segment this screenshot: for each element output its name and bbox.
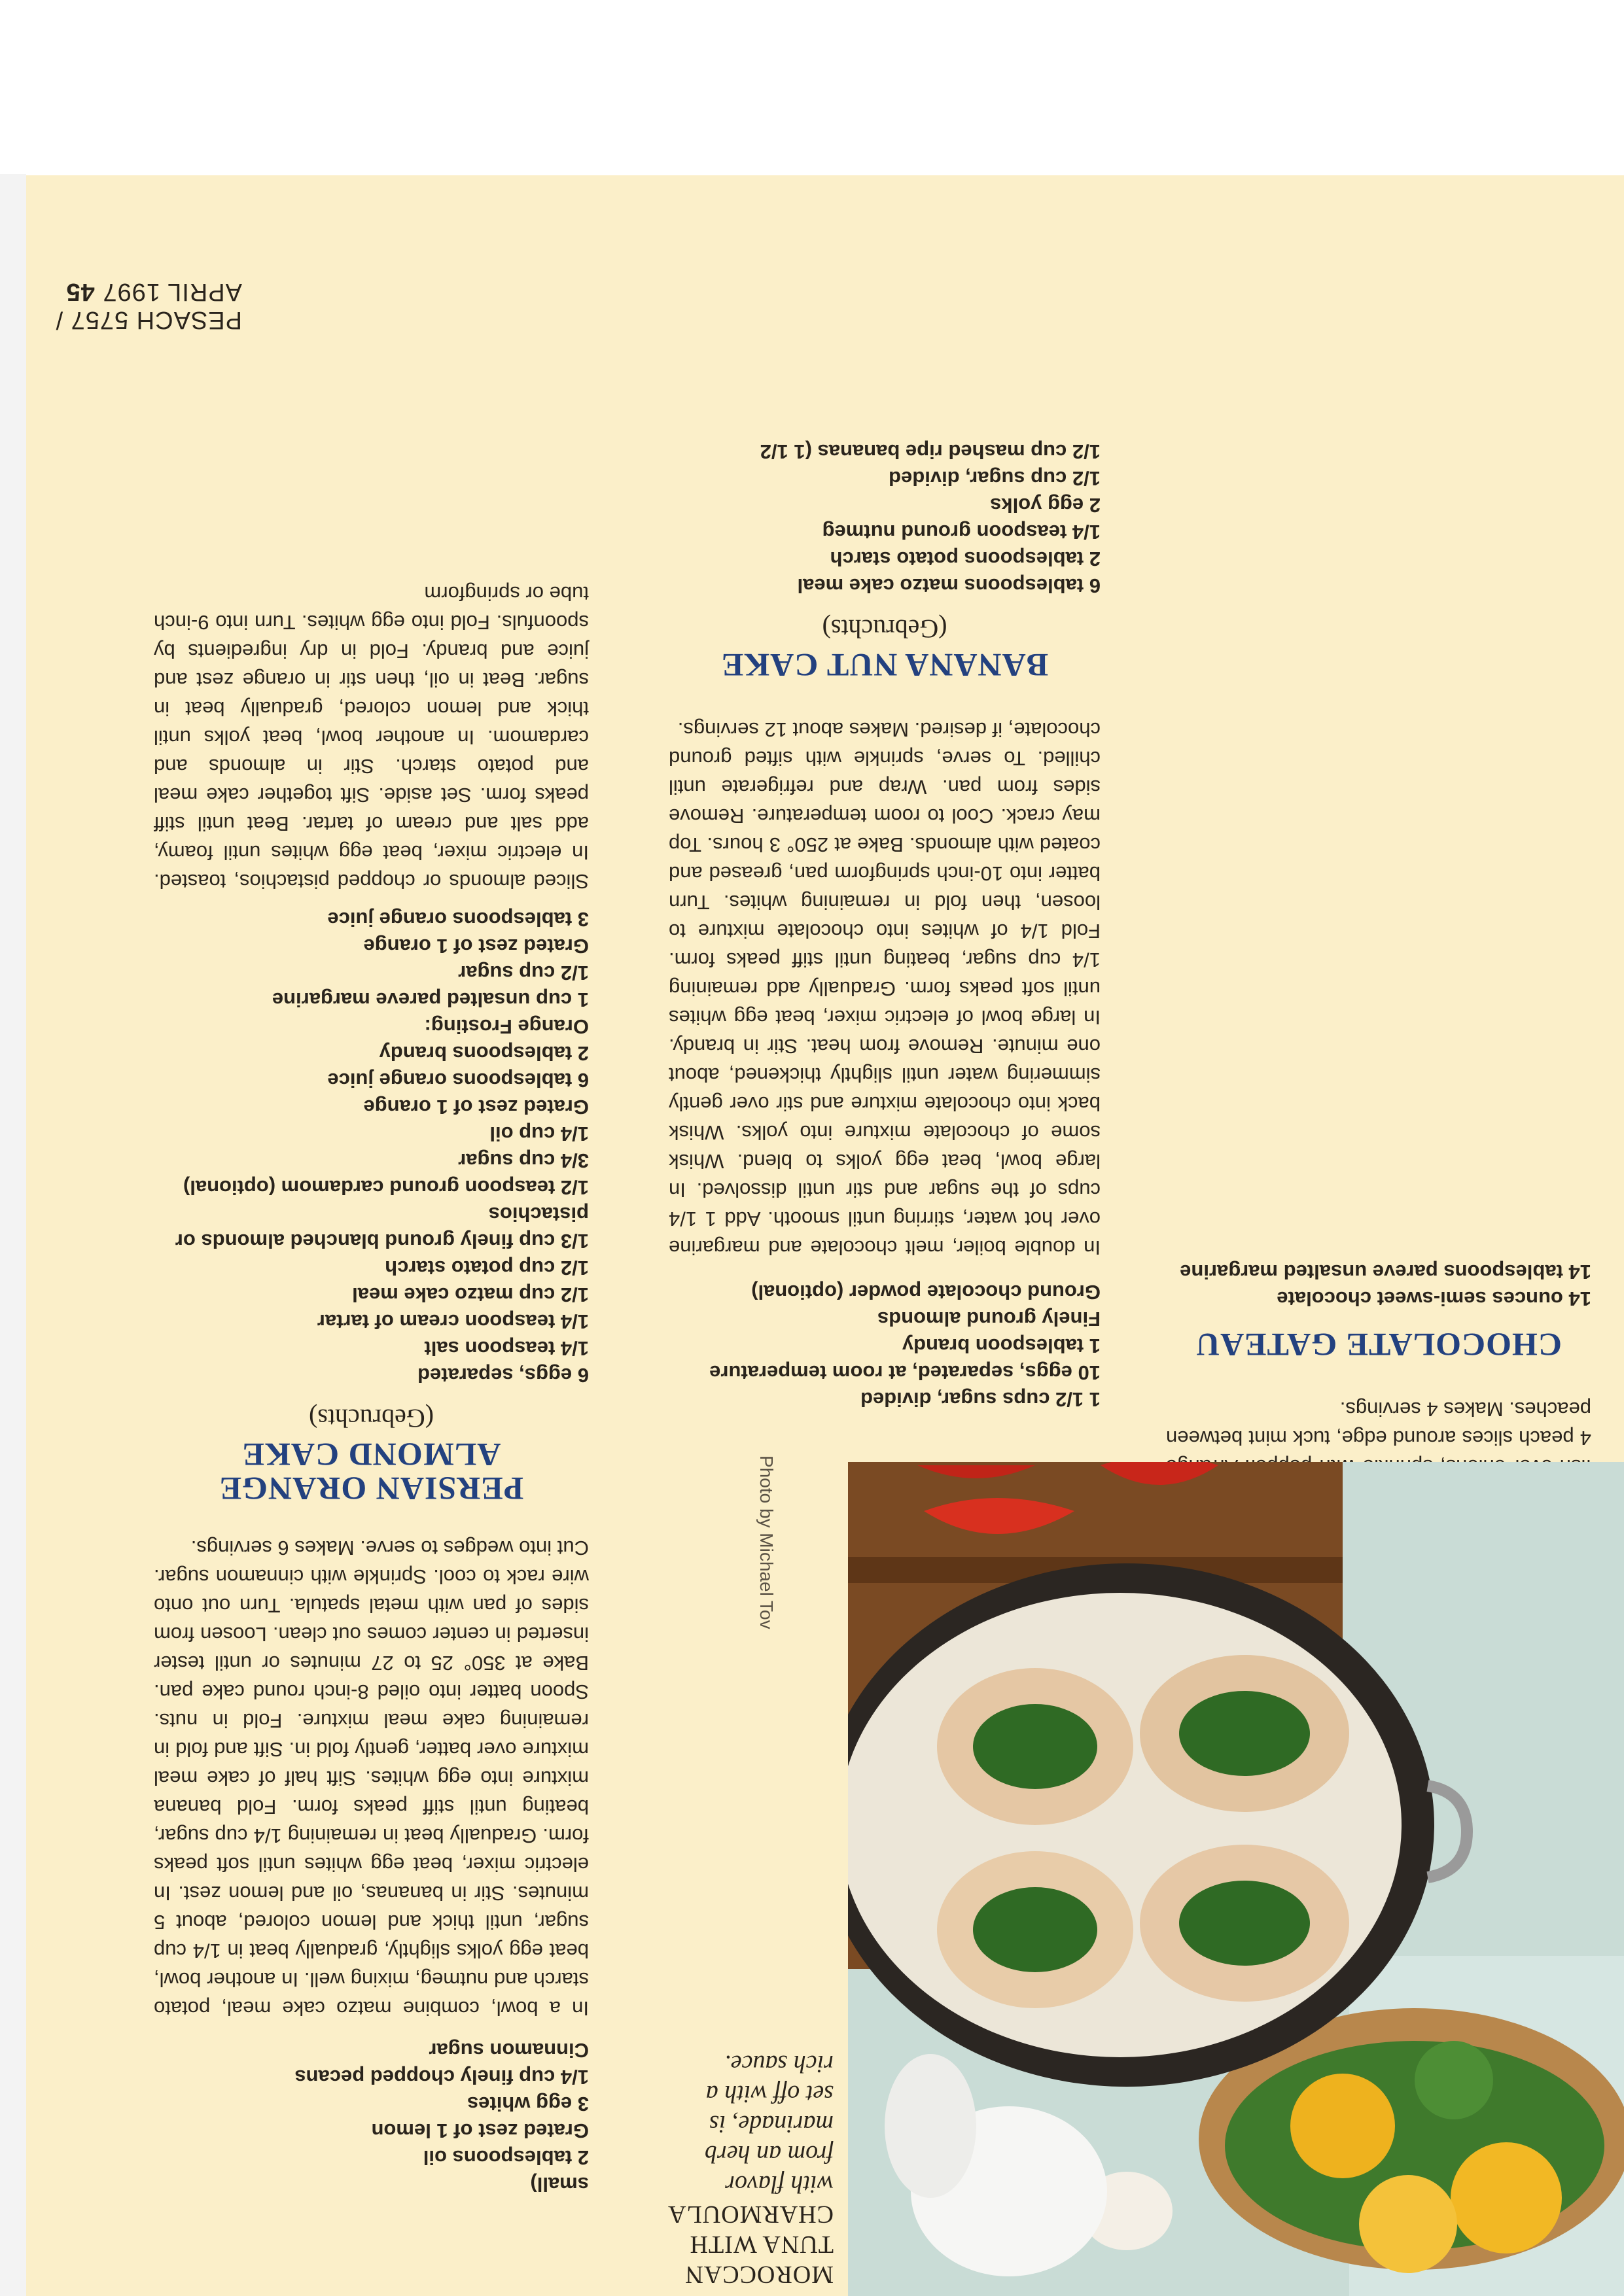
charmoula-herb-icon xyxy=(1179,1881,1310,1966)
ingredient: 1/4 teaspoon ground nutmeg xyxy=(822,521,1101,544)
ingredient: 2 tablespoons potato starch xyxy=(830,548,1101,570)
ingredient: 1/2 cup potato starch xyxy=(385,1257,589,1279)
ingredient: 1 cup unsalted pareve margarine xyxy=(272,988,589,1011)
chocolate-gateau-ingredients xyxy=(1166,1259,1591,1312)
persian-cake-subtitle: (Gebruchts) xyxy=(308,1404,434,1433)
caption-line: rich sauce. xyxy=(724,2050,834,2078)
lemon-icon xyxy=(1451,2142,1562,2253)
ingredient: Ground chocolate powder (optional) xyxy=(751,1281,1101,1304)
ingredient: 3 tablespoons orange juice xyxy=(327,908,589,931)
magazine-page xyxy=(26,175,1624,2296)
ingredient: Cinnamon sugar xyxy=(429,2039,589,2062)
persian-cake-ingredients xyxy=(154,906,589,1389)
ingredient: 1/2 cup sugar, divided xyxy=(889,467,1101,490)
pestle-icon xyxy=(885,2054,976,2198)
ingredient: 1/4 teaspoon salt xyxy=(424,1337,589,1360)
ingredient: 10 eggs, separated, at room temperature xyxy=(709,1361,1101,1384)
caption-heading-line: CHARMOULA xyxy=(667,2200,834,2228)
ingredient: Grated zest of 1 lemon xyxy=(371,2119,589,2142)
charmoula-herb-icon xyxy=(973,1887,1097,1972)
lemon-icon xyxy=(1359,2175,1457,2273)
ingredient: 6 tablespoons orange juice xyxy=(327,1069,589,1092)
ingredient: 6 eggs, separated xyxy=(417,1364,589,1387)
banana-directions: In a bowl, combine matzo cake meal, potato starch and nutmeg, mixing well. In another bowl, beat egg yolks slightly, gradually beat in 1/4 cup sugar, until thick and lemon colored, about 5 minutes. Stir in bananas, oil and lemon zest. In electric mixer, beat egg whites until soft peaks form. Gradually beat in remaining 1/4 cup sugar, beating until stiff peaks form. Fold banana mixture into egg whites. Sift half of cake meal mixture over batter, gently fold in. Sift and fold in remaining cake meal mixture. Fold in nuts. Spoon batter into oiled 8-inch round cake pan. Bake at 350° 25 to 27 minutes or until tester inserted in center comes out clean. Loosen from sides of pan with metal spatula. Turn out onto wire rack to cool. Sprinkle with cinnamon sugar. Cut into wedges to serve. Makes 6 servings. xyxy=(154,1537,589,2020)
caption-line: marinade, is xyxy=(709,2110,834,2138)
sea-bass-directions: 4 peach slices around edge, tuck mint between peaches. Makes 4 servings. xyxy=(1166,1398,1591,1450)
photo-credit: Photo by Michael Tov xyxy=(756,1455,777,1629)
ingredient: 2 tablespoons brandy xyxy=(379,1042,589,1065)
tuna-dish-photo xyxy=(848,1462,1624,2296)
ingredient: 1 1/2 cups sugar, divided xyxy=(860,1388,1101,1411)
column-3 xyxy=(154,579,589,2198)
persian-cake-directions: Sliced almonds or chopped pistachios, toasted. In electric mixer, beat egg whites until foamy, add salt and cream of tartar. Beat until stiff peaks form. Set aside. Sift together cake meal and potato starch. Stir in almonds and cardamom. In another bowl, beat yolks until thick and lemon colored, gradually beat in sugar. Beat in oil, then stir in orange zest and juice and brandy. Fold in dry ingredients by spoonfuls. Fold into egg whites. Turn into 9-inch tube or springform xyxy=(154,582,589,893)
herb-leaves-icon xyxy=(1415,2041,1493,2119)
charmoula-herb-icon xyxy=(1179,1691,1310,1776)
photo-caption xyxy=(667,2049,834,2289)
gateau-directions: In double boiler, melt chocolate and margarine over hot water, stirring until smooth. Add 1 1/4 cups of the sugar and stir until dissolved. In large bowl, beat egg yolks to blend. Whisk some of chocolate mixture into yolks. Whisk back into chocolate mixture and stir over gently simmering water until slightly thickened, about one minute. Remove from heat. Stir in brandy. In large bowl of electric mixer, beat egg whites until soft peaks form. Gradually add remaining 1/4 cup sugar, beating until stiff peaks form. Fold 1/4 of whites into chocolate mixture to loosen, then fold in remaining whites. Turn batter into 10-inch springform pan, greased and coated with almonds. Bake at 250° 3 hours. Top may crack. Cool to room temperature. Remove sides from pan. Wrap and refrigerate until chilled. To serve, sprinkle with sifted ground chocolate, if desired. Makes about 12 servings. xyxy=(669,718,1101,1259)
ingredient: 1/4 cup finely chopped pecans xyxy=(294,2066,589,2089)
lemon-icon xyxy=(1290,2074,1395,2178)
persian-cake-title: PERSIAN ORANGE ALMOND CAKE xyxy=(219,1436,524,1507)
column-2 xyxy=(669,438,1101,1413)
banana-ingredients-continued xyxy=(154,2037,589,2198)
ingredient: 6 tablespoons matzo cake meal xyxy=(797,574,1101,597)
ingredient: 1/3 cup finely ground blanched almonds or pistachios xyxy=(175,1203,589,1253)
caption-line: with flavor xyxy=(725,2170,834,2198)
scan-edge xyxy=(0,174,26,2296)
ingredient: 1/2 teaspoon ground cardamom (optional) xyxy=(183,1176,589,1199)
ingredient: 1/4 cup oil xyxy=(489,1122,589,1145)
ingredient: 2 egg yolks xyxy=(990,494,1101,517)
page-footer xyxy=(26,277,242,334)
caption-line: from an herb xyxy=(704,2140,834,2168)
ingredient: 1 tablespoon brandy xyxy=(902,1334,1101,1357)
charmoula-herb-icon xyxy=(973,1704,1097,1789)
banana-nut-title: BANANA NUT CAKE xyxy=(720,647,1049,684)
ingredient: 1/2 cup matzo cake meal xyxy=(352,1283,589,1306)
ingredient: Grated zest of 1 orange xyxy=(363,935,589,958)
banana-nut-ingredients xyxy=(669,438,1101,599)
banana-nut-subtitle: (Gebruchts) xyxy=(822,614,947,644)
cream-sauce xyxy=(848,1593,1402,2057)
gateau-ingredients-continued xyxy=(669,1279,1101,1413)
ingredient: small) xyxy=(530,2173,589,2196)
chocolate-gateau-title: CHOCOLATE GATEAU xyxy=(1195,1327,1562,1363)
page-number: 45 xyxy=(65,278,95,305)
footer-issue: PESACH 5757 / APRIL 1997 xyxy=(55,278,242,334)
ingredient: Grated zest of 1 orange xyxy=(363,1096,589,1119)
caption-line: set off with a xyxy=(705,2080,834,2108)
ingredient: 3 egg whites xyxy=(467,2093,589,2115)
caption-heading-line: TUNA WITH xyxy=(689,2231,834,2258)
ingredient: 14 ounces semi-sweet chocolate xyxy=(1277,1287,1591,1310)
ingredient: 1/4 teaspoon cream of tartar xyxy=(317,1310,589,1333)
caption-heading-line: MOROCCAN xyxy=(684,2261,834,2288)
ingredient: 3/4 cup sugar xyxy=(458,1149,589,1172)
ingredient: 1/2 cup sugar xyxy=(458,962,589,984)
ingredient: 1/2 cup mashed ripe bananas (1 1/2 xyxy=(760,440,1101,463)
ingredient: 14 tablespoons pareve unsalted margarine xyxy=(1180,1261,1591,1283)
ingredient: 2 tablespoons oil xyxy=(423,2146,589,2169)
ingredient: Finely ground almonds xyxy=(877,1308,1101,1331)
ingredient: Orange Frosting: xyxy=(424,1015,589,1038)
